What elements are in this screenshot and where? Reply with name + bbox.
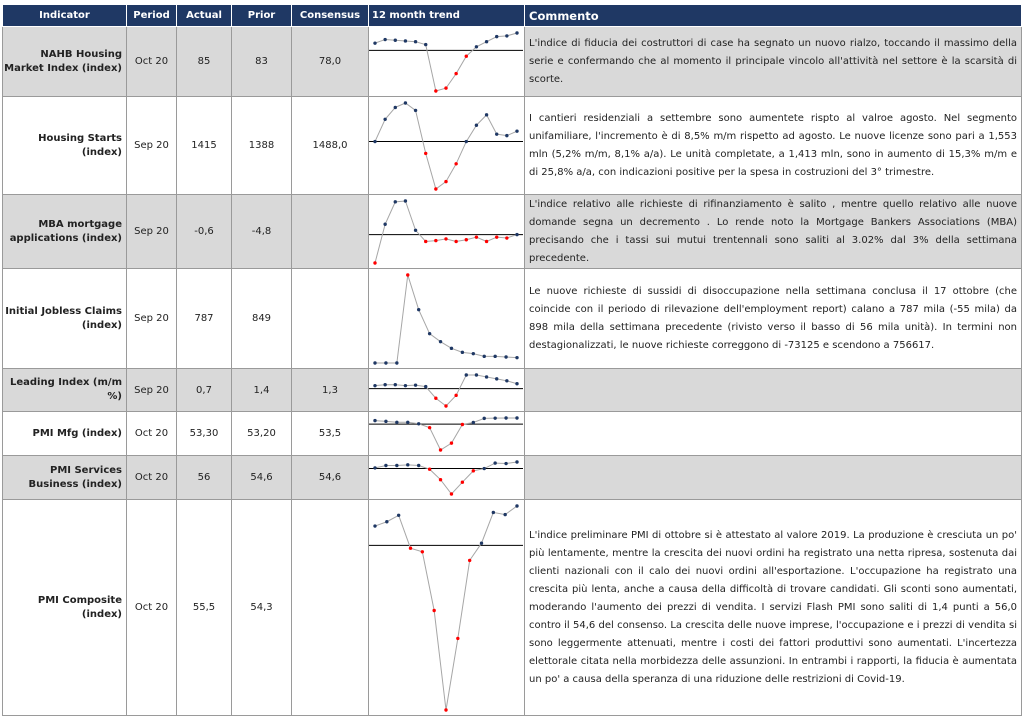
header-consensus: Consensus: [292, 5, 369, 27]
prior-cell: -4,8: [232, 195, 292, 269]
trend-point: [475, 45, 478, 48]
trend-point: [461, 350, 464, 353]
trend-point: [384, 419, 387, 422]
trend-point: [373, 524, 376, 527]
trend-point: [406, 273, 409, 276]
trend-cell: [369, 195, 525, 269]
trend-point: [421, 550, 424, 553]
trend-point: [383, 222, 386, 225]
trend-point: [394, 382, 397, 385]
table-row: [3, 456, 1022, 500]
trend-cell: [369, 369, 525, 412]
trend-sparkline: [369, 457, 523, 499]
period-cell: Oct 20: [127, 456, 177, 500]
trend-point: [454, 393, 457, 396]
trend-point: [515, 355, 518, 358]
trend-point: [424, 384, 427, 387]
trend-point: [515, 460, 518, 463]
trend-point: [461, 480, 464, 483]
trend-point: [414, 228, 417, 231]
table-row: [3, 369, 1022, 412]
trend-point: [444, 179, 447, 182]
trend-point: [406, 463, 409, 466]
trend-point: [384, 463, 387, 466]
trend-point: [395, 463, 398, 466]
trend-cell: [369, 269, 525, 369]
trend-point: [472, 420, 475, 423]
actual-cell: 787: [177, 269, 232, 369]
trend-point: [404, 383, 407, 386]
table-row: [3, 27, 1022, 97]
trend-point: [495, 377, 498, 380]
prior-cell: 83: [232, 27, 292, 97]
trend-point: [424, 151, 427, 154]
trend-line: [375, 33, 517, 91]
trend-point: [450, 441, 453, 444]
trend-sparkline: [369, 413, 523, 455]
prior-cell: 1388: [232, 97, 292, 195]
actual-cell: 85: [177, 27, 232, 97]
trend-point: [505, 236, 508, 239]
trend-point: [397, 513, 400, 516]
trend-point: [483, 466, 486, 469]
trend-point: [414, 108, 417, 111]
trend-point: [493, 416, 496, 419]
table-row: [3, 412, 1022, 456]
consensus-cell: [292, 195, 369, 269]
indicator-name: NAHB Housing Market Index (index): [3, 27, 127, 97]
trend-point: [439, 339, 442, 342]
consensus-cell: 1488,0: [292, 97, 369, 195]
actual-cell: 53,30: [177, 412, 232, 456]
prior-cell: 54,3: [232, 500, 292, 716]
header-row: [3, 5, 1022, 27]
period-cell: Sep 20: [127, 269, 177, 369]
trend-cell: [369, 500, 525, 716]
trend-point: [454, 71, 457, 74]
trend-point: [373, 361, 376, 364]
trend-point: [465, 238, 468, 241]
header-trend: 12 month trend: [369, 5, 525, 27]
consensus-cell: [292, 500, 369, 716]
trend-cell: [369, 97, 525, 195]
trend-sparkline: [369, 98, 523, 194]
period-cell: Oct 20: [127, 500, 177, 716]
trend-point: [373, 139, 376, 142]
trend-sparkline: [369, 370, 523, 411]
trend-point: [414, 40, 417, 43]
trend-point: [383, 37, 386, 40]
trend-point: [504, 355, 507, 358]
actual-cell: 55,5: [177, 500, 232, 716]
trend-point: [424, 239, 427, 242]
trend-point: [465, 139, 468, 142]
trend-point: [385, 520, 388, 523]
prior-cell: 849: [232, 269, 292, 369]
trend-point: [475, 235, 478, 238]
trend-point: [428, 331, 431, 334]
trend-sparkline: [369, 270, 523, 368]
prior-cell: 1,4: [232, 369, 292, 412]
trend-point: [395, 420, 398, 423]
table-row: [3, 269, 1022, 369]
trend-point: [373, 466, 376, 469]
trend-point: [468, 558, 471, 561]
comment-cell: L'indice preliminare PMI di ottobre si è attestato al valore 2019. La produzione è cresciuta un po' più lentamente, mentre la crescita dei nuovi ordini ha registrato una netta ripresa, sostenuta dai clienti nazionali con il calo dei nuovi ordini all'esportazione. L'occupazione ha registrato una crescita più lenta, anche a causa della difficoltà di trovare candidati. Gli sconti sono aumentati, moderando l'aumento dei prezzi di vendita. I servizi Flash PMI sono saliti di 1,4 punti a 56,0 contro il 54,6 del consenso. La crescita delle nuove imprese, l'occupazione e i prezzi di vendita si sono leggermente attenuati, mentre i costi dei fattori produttivi sono aumentati. L'incertezza elettorale citata nella morbidezza delle assunzioni. In entrambi i rapporti, la fiducia è aumentata un po' a causa della speranza di una riduzione delle restrizioni di Covid-19.: [525, 500, 1022, 716]
indicator-name: MBA mortgage applications (index): [3, 195, 127, 269]
trend-point: [450, 346, 453, 349]
indicator-name: Leading Index (m/m %): [3, 369, 127, 412]
trend-point: [485, 40, 488, 43]
actual-cell: -0,6: [177, 195, 232, 269]
trend-point: [472, 469, 475, 472]
trend-sparkline: [369, 28, 523, 96]
trend-point: [456, 636, 459, 639]
trend-point: [373, 383, 376, 386]
header-actual: Actual: [177, 5, 232, 27]
trend-point: [515, 129, 518, 132]
trend-cell: [369, 412, 525, 456]
trend-line: [375, 275, 517, 363]
trend-line: [375, 506, 517, 710]
trend-point: [505, 379, 508, 382]
trend-point: [465, 373, 468, 376]
actual-cell: 0,7: [177, 369, 232, 412]
period-cell: Sep 20: [127, 195, 177, 269]
trend-point: [384, 361, 387, 364]
trend-point: [404, 39, 407, 42]
trend-point: [483, 354, 486, 357]
indicators-table: [2, 4, 1022, 716]
trend-point: [465, 54, 468, 57]
trend-point: [492, 510, 495, 513]
trend-point: [394, 200, 397, 203]
comment-cell: L'indice di fiducia dei costruttori di case ha segnato un nuovo rialzo, toccando il massimo della serie e confermando che al momento il principale vincolo all'attività nel settore è la scarsità di scorte.: [525, 27, 1022, 97]
trend-point: [454, 239, 457, 242]
trend-point: [485, 113, 488, 116]
trend-point: [485, 375, 488, 378]
trend-line: [375, 201, 517, 263]
table-row: [3, 97, 1022, 195]
trend-point: [505, 34, 508, 37]
comment-cell: [525, 456, 1022, 500]
trend-sparkline: [369, 501, 523, 715]
actual-cell: 56: [177, 456, 232, 500]
indicator-name: Initial Jobless Claims (index): [3, 269, 127, 369]
period-cell: Oct 20: [127, 27, 177, 97]
trend-point: [394, 38, 397, 41]
trend-point: [493, 354, 496, 357]
period-cell: Sep 20: [127, 369, 177, 412]
trend-point: [417, 307, 420, 310]
indicator-name: Housing Starts (index): [3, 97, 127, 195]
trend-point: [432, 608, 435, 611]
trend-sparkline: [369, 196, 523, 268]
trend-point: [406, 420, 409, 423]
table-row: [3, 500, 1022, 716]
trend-point: [480, 541, 483, 544]
trend-point: [495, 132, 498, 135]
trend-point: [434, 396, 437, 399]
comment-cell: [525, 412, 1022, 456]
comment-cell: I cantieri residenziali a settembre sono aumentete rispto al valroe agosto. Nel segmento unifamiliare, l'incremento è di 8,5% m/m rispetto ad agosto. Le nuove licenze sono pari a 1,553 mln (5,2% m/m, 8,1% a/a). Le unità completate, a 1,413 mln, sono in aumento di 15,3% m/m e di 25,8% a/a, con indicazioni positive per la spesa in costruzioni del 3° trimestre.: [525, 97, 1022, 195]
trend-point: [504, 461, 507, 464]
trend-point: [444, 86, 447, 89]
trend-point: [383, 117, 386, 120]
trend-point: [409, 546, 412, 549]
trend-cell: [369, 456, 525, 500]
trend-point: [395, 361, 398, 364]
trend-point: [424, 42, 427, 45]
trend-point: [414, 383, 417, 386]
trend-point: [444, 237, 447, 240]
consensus-cell: 78,0: [292, 27, 369, 97]
trend-point: [493, 461, 496, 464]
trend-point: [461, 422, 464, 425]
trend-point: [417, 463, 420, 466]
trend-point: [373, 418, 376, 421]
trend-point: [483, 416, 486, 419]
trend-point: [475, 123, 478, 126]
indicator-name: PMI Services Business (index): [3, 456, 127, 500]
trend-point: [383, 382, 386, 385]
trend-point: [439, 448, 442, 451]
actual-cell: 1415: [177, 97, 232, 195]
trend-point: [472, 351, 475, 354]
consensus-cell: 54,6: [292, 456, 369, 500]
trend-point: [454, 162, 457, 165]
trend-point: [485, 239, 488, 242]
trend-point: [475, 373, 478, 376]
trend-point: [434, 187, 437, 190]
header-period: Period: [127, 5, 177, 27]
trend-point: [504, 416, 507, 419]
consensus-cell: [292, 269, 369, 369]
trend-point: [404, 199, 407, 202]
trend-point: [495, 235, 498, 238]
trend-point: [428, 467, 431, 470]
trend-point: [495, 34, 498, 37]
table-row: [3, 195, 1022, 269]
comment-cell: [525, 369, 1022, 412]
prior-cell: 54,6: [232, 456, 292, 500]
trend-point: [428, 425, 431, 428]
header-prior: Prior: [232, 5, 292, 27]
indicator-name: PMI Composite (index): [3, 500, 127, 716]
trend-point: [515, 416, 518, 419]
period-cell: Sep 20: [127, 97, 177, 195]
trend-point: [450, 492, 453, 495]
trend-point: [444, 708, 447, 711]
trend-point: [373, 41, 376, 44]
period-cell: Oct 20: [127, 412, 177, 456]
trend-point: [394, 105, 397, 108]
comment-cell: Le nuove richieste di sussidi di disoccupazione nella settimana conclusa il 17 ottobre (che coincide con il periodo di rilevazione dell'employment report) calano a 787 mila (-55 mila) da 898 mila della settimana precedente (rivisto verso il basso di 56 mila unità). In termini non destagionalizzati, le nuove richieste correggono di -73125 e scendono a 756617.: [525, 269, 1022, 369]
trend-point: [515, 31, 518, 34]
indicator-name: PMI Mfg (index): [3, 412, 127, 456]
trend-point: [505, 133, 508, 136]
trend-point: [434, 89, 437, 92]
trend-point: [434, 238, 437, 241]
trend-cell: [369, 27, 525, 97]
trend-point: [404, 101, 407, 104]
trend-point: [373, 261, 376, 264]
consensus-cell: 1,3: [292, 369, 369, 412]
prior-cell: 53,20: [232, 412, 292, 456]
trend-point: [439, 477, 442, 480]
trend-point: [515, 382, 518, 385]
trend-point: [515, 504, 518, 507]
header-comment: Commento: [525, 5, 1022, 27]
trend-point: [503, 512, 506, 515]
trend-point: [444, 404, 447, 407]
trend-point: [515, 232, 518, 235]
comment-cell: L'indice relativo alle richieste di rifinanziamento è salito , mentre quello relativo alle nuove domande segna un decremento . Lo rende noto la Mortgage Bankers Associations (MBA) precisando che i tassi sui mutui trentennali sono saliti al 3.02% dal 3% della settimana precedente.: [525, 195, 1022, 269]
trend-point: [417, 422, 420, 425]
trend-line: [375, 103, 517, 189]
header-indicator: Indicator: [3, 5, 127, 27]
consensus-cell: 53,5: [292, 412, 369, 456]
